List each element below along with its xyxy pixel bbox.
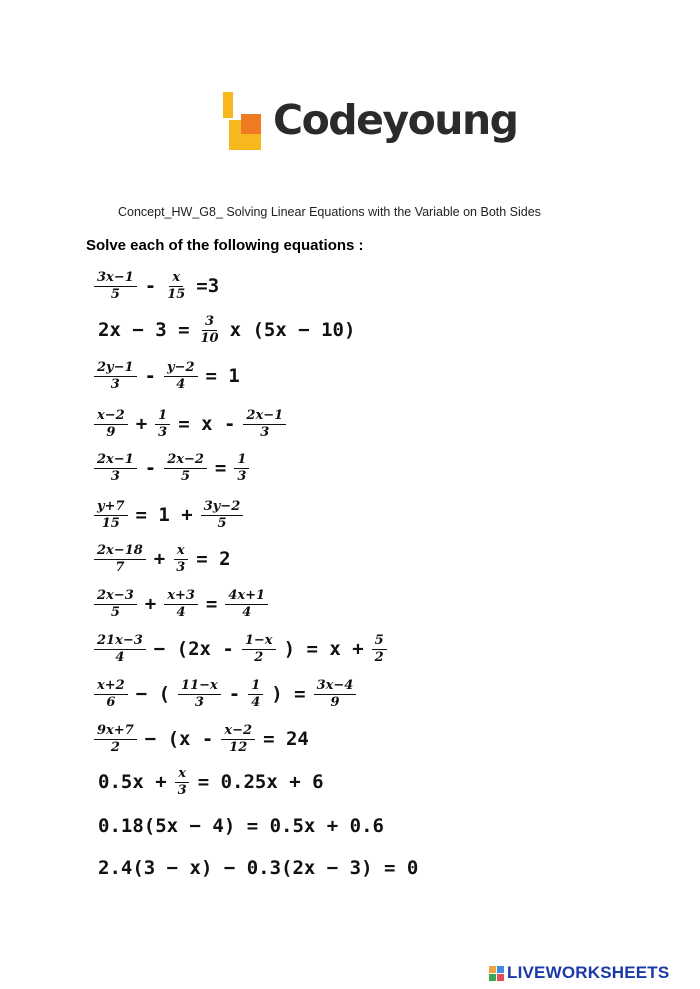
equation-text: = 2: [196, 548, 231, 570]
fraction-denominator: 3: [110, 376, 120, 392]
equation-text: =3: [196, 275, 220, 297]
fraction-numerator: 4x+1: [225, 589, 268, 605]
equation-10: [92, 674, 358, 714]
equation-text: = 1 +: [135, 504, 193, 526]
equation-8: [92, 584, 270, 624]
fraction: [314, 679, 357, 710]
equation-9: [92, 629, 389, 669]
fraction-denominator: 12: [229, 739, 248, 755]
codeyoung-logo: [221, 90, 518, 160]
fraction: [234, 453, 249, 484]
fraction-numerator: 21x−3: [94, 634, 146, 650]
fraction-denominator: 2: [110, 739, 120, 755]
liveworksheets-footer[interactable]: [489, 963, 669, 983]
equation-text: -: [144, 365, 156, 387]
equation-text: − (x -: [144, 728, 214, 750]
equation-14: [92, 848, 424, 888]
equation-text: ) = x +: [283, 638, 364, 660]
fraction: [173, 544, 188, 575]
codeyoung-logo-icon: [221, 90, 271, 156]
equation-text: +: [135, 413, 148, 435]
fraction-denominator: 3: [158, 424, 168, 440]
fraction: [225, 589, 268, 620]
fraction-numerator: 3x−1: [94, 271, 137, 287]
fraction-numerator: x+2: [94, 679, 128, 695]
fraction: [164, 589, 198, 620]
equation-text: +: [153, 548, 166, 570]
fraction: [243, 409, 286, 440]
fraction: [94, 453, 137, 484]
fraction-numerator: y−2: [164, 361, 198, 377]
instructions-heading: Solve each of the following equations :: [86, 237, 364, 254]
brand-name: Codeyoung: [273, 96, 518, 144]
liveworksheets-label: LIVEWORKSHEETS: [507, 963, 670, 982]
fraction-denominator: 15: [101, 515, 120, 531]
fraction: [178, 679, 221, 710]
equation-6: [92, 495, 245, 535]
fraction: [201, 500, 244, 531]
equation-11: [92, 719, 315, 759]
fraction: [248, 679, 263, 710]
fraction-numerator: 2x−3: [94, 589, 137, 605]
fraction-denominator: 3: [194, 694, 204, 710]
fraction-denominator: 7: [115, 559, 125, 575]
fraction-denominator: 4: [242, 604, 252, 620]
fraction-denominator: 4: [176, 376, 186, 392]
fraction: [164, 271, 188, 302]
fraction-numerator: x−2: [94, 409, 128, 425]
fraction-denominator: 4: [251, 694, 261, 710]
fraction-numerator: x: [169, 271, 183, 287]
fraction-denominator: 5: [110, 604, 120, 620]
fraction: [242, 634, 276, 665]
equation-text: = 1: [205, 365, 240, 387]
fraction-numerator: 1: [234, 453, 249, 469]
fraction: [94, 634, 146, 665]
fraction: [372, 634, 387, 665]
fraction: [175, 767, 190, 798]
fraction-numerator: 3: [202, 315, 217, 331]
fraction-numerator: 2x−2: [164, 453, 207, 469]
fraction-denominator: 3: [110, 468, 120, 484]
fraction: [94, 409, 128, 440]
fraction-numerator: 3y−2: [201, 500, 244, 516]
equation-text: 2.4(3 − x) − 0.3(2x − 3) = 0: [98, 857, 419, 879]
fraction-numerator: 1: [155, 409, 170, 425]
fraction-denominator: 3: [176, 559, 186, 575]
fraction-numerator: 1−x: [242, 634, 276, 650]
fraction-numerator: 2y−1: [94, 361, 137, 377]
equation-text: =: [205, 593, 218, 615]
equation-text: -: [228, 683, 241, 705]
fraction: [198, 315, 222, 346]
fraction-denominator: 3: [260, 424, 270, 440]
worksheet-subtitle: Concept_HW_G8_ Solving Linear Equations with the Variable on Both Sides: [118, 205, 541, 219]
equation-text: 2x − 3 =: [98, 319, 190, 341]
equation-text: 0.18(5x − 4) = 0.5x + 0.6: [98, 815, 384, 837]
equation-3: [92, 356, 246, 396]
equation-text: x (5x − 10): [229, 319, 356, 341]
fraction-numerator: x+3: [164, 589, 198, 605]
fraction: [94, 589, 137, 620]
equation-text: − (: [135, 683, 171, 705]
fraction-numerator: 2x−1: [243, 409, 286, 425]
equation-12: [92, 762, 330, 802]
equation-7: [92, 539, 237, 579]
fraction-numerator: x−2: [221, 724, 255, 740]
fraction-denominator: 9: [106, 424, 116, 440]
fraction-numerator: 9x+7: [94, 724, 137, 740]
equation-text: -: [144, 457, 157, 479]
equation-text: = 24: [263, 728, 309, 750]
fraction-denominator: 10: [200, 330, 219, 346]
fraction: [94, 500, 128, 531]
fraction: [94, 724, 137, 755]
fraction-denominator: 6: [106, 694, 116, 710]
fraction-denominator: 3: [177, 782, 187, 798]
equation-text: − (2x -: [153, 638, 234, 660]
equation-text: =: [214, 457, 227, 479]
equation-4: [92, 404, 288, 444]
fraction-numerator: x: [174, 544, 188, 560]
fraction-numerator: 1: [248, 679, 263, 695]
fraction: [221, 724, 255, 755]
equation-13: [92, 806, 390, 846]
fraction: [94, 361, 137, 392]
fraction: [94, 679, 128, 710]
fraction-numerator: 11−x: [178, 679, 221, 695]
fraction-numerator: 2x−1: [94, 453, 137, 469]
equation-2: [92, 310, 361, 350]
fraction-denominator: 2: [374, 649, 384, 665]
equation-text: 0.5x +: [98, 771, 167, 793]
fraction-denominator: 5: [110, 286, 120, 302]
fraction-numerator: 3x−4: [314, 679, 357, 695]
equation-text: = 0.25x + 6: [197, 771, 324, 793]
equation-text: +: [144, 593, 157, 615]
fraction: [94, 271, 137, 302]
fraction-numerator: x: [175, 767, 189, 783]
fraction-denominator: 2: [254, 649, 264, 665]
fraction: [155, 409, 170, 440]
equation-1: [92, 266, 225, 306]
fraction-numerator: 2x−18: [94, 544, 146, 560]
fraction-denominator: 5: [181, 468, 191, 484]
equation-text: ) =: [271, 683, 306, 705]
fraction-denominator: 9: [330, 694, 340, 710]
fraction-denominator: 5: [217, 515, 227, 531]
fraction: [164, 453, 207, 484]
fraction: [164, 361, 198, 392]
fraction-numerator: y+7: [94, 500, 128, 516]
fraction-denominator: 4: [115, 649, 125, 665]
fraction-denominator: 3: [237, 468, 247, 484]
equation-text: = x -: [178, 413, 236, 435]
equation-5: [92, 448, 251, 488]
fraction-denominator: 4: [176, 604, 186, 620]
liveworksheets-logo-icon: [489, 966, 504, 981]
equation-text: -: [144, 275, 157, 297]
fraction-denominator: 15: [167, 286, 186, 302]
fraction-numerator: 5: [372, 634, 387, 650]
fraction: [94, 544, 146, 575]
